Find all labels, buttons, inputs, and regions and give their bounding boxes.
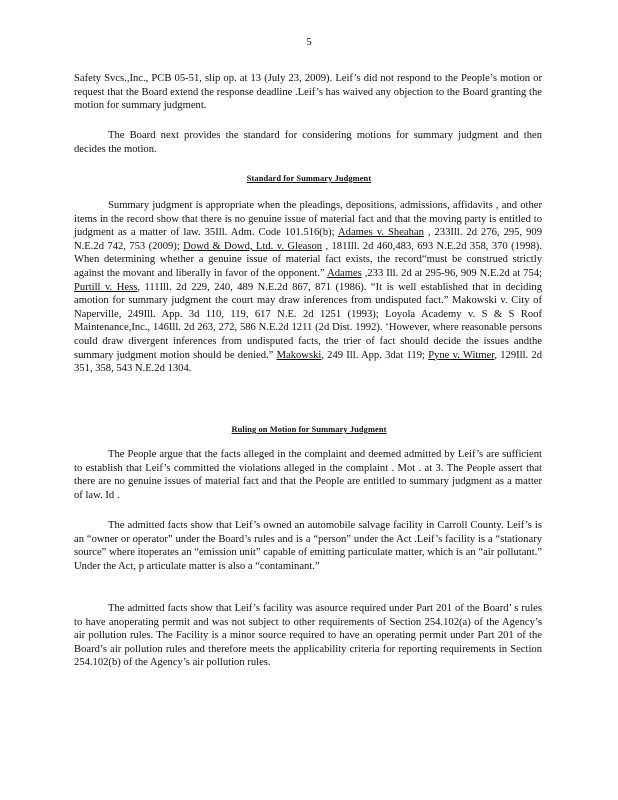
section-heading-standard [0,172,618,186]
paragraph-admitted-facts-permit [74,602,542,670]
case-citation: Makowski [276,349,322,361]
heading-text: Ruling on Motion for Summary Judgment [231,425,387,434]
paragraph-text: The People argue that the facts alleged in the complaint and deemed admitted by Leif’s are sufficient to establish that Leif’s committed the violations alleged in the complaint . Mot . at 3. The People assert that there are no genuine issues of material fact and that the People are entitled to summary judgment as a matter of law. Id . [74,449,542,501]
heading-text: Standard for Summary Judgment [246,174,372,183]
paragraph-board-standard-intro [74,129,542,156]
case-citation: Pyne v. Witmer [428,349,495,361]
text-run: ,233 Ill. 2d at 295-96, 909 N.E.2d at 754; [361,267,542,279]
section-heading-ruling [0,423,618,437]
paragraph-text: The admitted facts show that Leif’s owned an automobile salvage facility in Carroll County. Leif’s is an “owner or operator” under the Board’s rules and is a “person” under the Act .Leif’s facility is a “stationary source” where itoperates an “emission unit” capable of emitting particulate matter, which is an “air pollutant.” Under the Act, p articulate matter is also a “contaminant.” [74,520,542,572]
case-citation: Dowd & Dowd, Ltd. v. Gleason [183,240,323,252]
case-citation: Adames v. Sheahan [338,227,424,239]
text-run: Summary judgment is appropriate when the pleadings, depositions, admissions, affidavits , and other items in the record show that there is no genuine issue of material fact and that the moving party is entitled to judgment as a matter of law. 35Ill. Adm. Code 101.516(b); [74,200,542,239]
case-citation: Adames [327,267,362,279]
text-run: , 233Ill. 2d 276, 295, 909 N.E.2d 742, 753 (2009); [74,227,542,252]
case-citation: Purtill v. Hess [74,281,138,293]
paragraph-people-argue [74,448,542,502]
page-number: 5 [306,37,312,48]
text-run: , 249 Ill. App. 3dat 119; [321,349,429,361]
text-run: , 111Ill. 2d 229, 240, 489 N.E.2d 867, 871 (1986). “It is well established that in deciding amotion for summary judgment the court may draw inferences from undisputed fact.” Makowski v. City of Naperville, 249Ill. App. 3d 110, 119, 617 N.E. 2d 1251 (1993); Loyola Academy v. S & S Roof Maintenance,Inc., 146Ill. 2d 263, 272, 586 N.E.2d 1211 (2d Dist. 1992). ‘However, where reasonable persons could draw divergent inferences from undisputed facts, the trier of fact should decide the issues andthe summary judgment motion should be denied.” [74,281,542,361]
text-run: , 129Ill. 2d 351, 358, 543 N.E.2d 1304. [74,349,542,375]
paragraph-response-waived [74,72,542,113]
text-run: , 181Ill. 2d 460,483, 693 N.E.2d 358, 370 (1998). When determining whether a genuine issue of material fact exists, the record“must be construed strictly against the movant and liberally in favor of the opponent.” [74,240,542,279]
paragraph-text: The admitted facts show that Leif’s facility was asource required under Part 201 of the Board’ s rules to have anoperating permit and was not subject to other requirements of Section 254.102(a) of the Agency’s air pollution rules. The Facility is a minor source required to have an operating permit under Part 201 of the Board’s air pollution rules and therefore meets the applicability criteria for reporting requirements in Section 254.102(b) of the Agency’s air pollution rules. [74,603,542,669]
paragraph-admitted-facts-owner [74,519,542,573]
paragraph-summary-judgment-standard [74,199,542,376]
paragraph-text: Safety Svcs.,Inc., PCB 05-51, slip op. at 13 (July 23, 2009). Leif’s did not respond to the People’s motion or request that the Board extend the response deadline .Leif’s has waived any objection to the Board granting the motion for summary judgment. [74,73,542,112]
paragraph-text: The Board next provides the standard for considering motions for summary judgment and then decides the motion. [74,130,542,155]
paragraph-text [74,199,542,376]
